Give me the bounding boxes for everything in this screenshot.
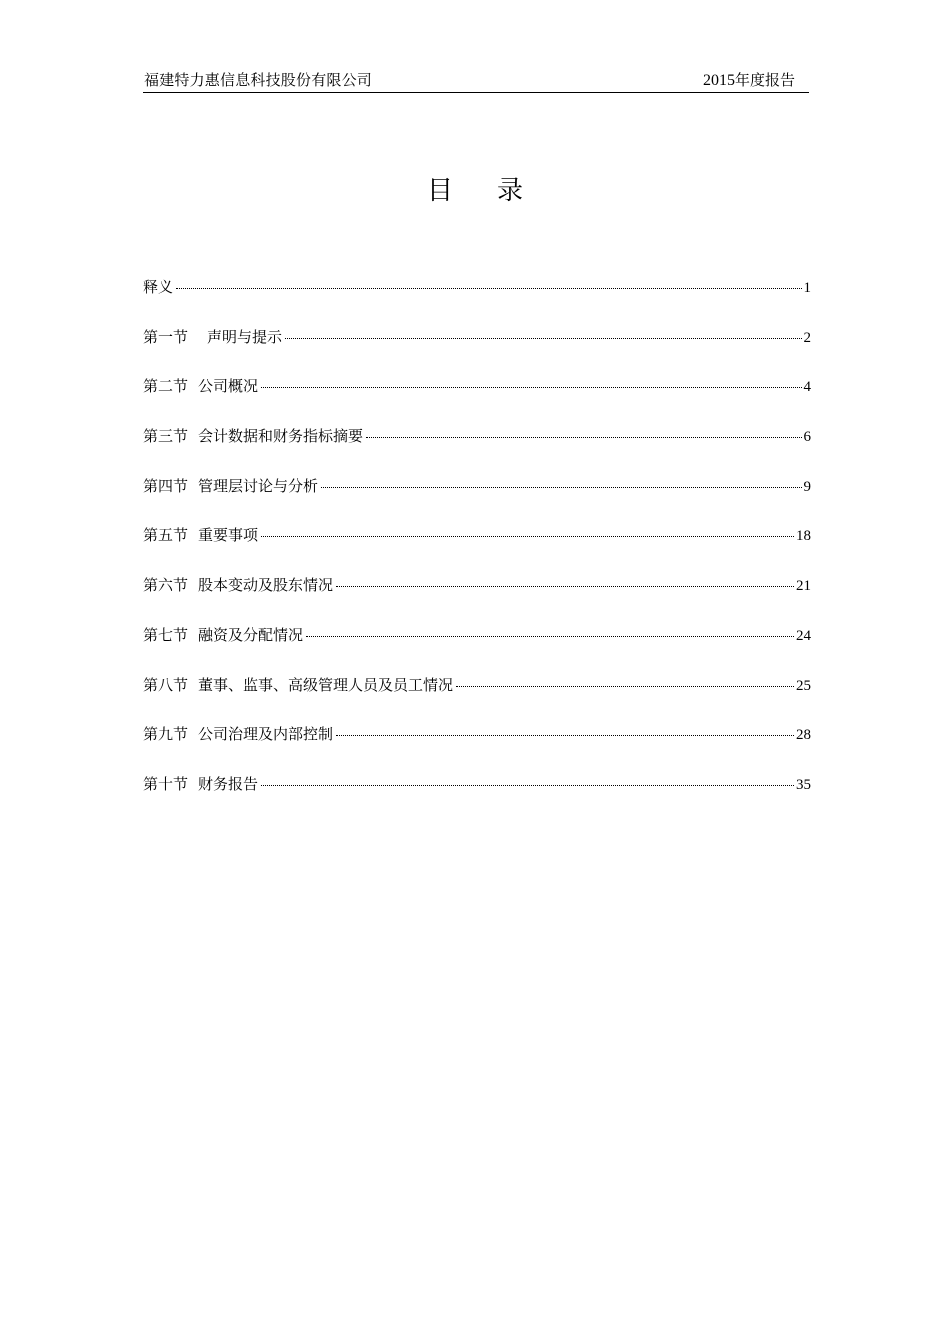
toc-entry[interactable]	[143, 276, 811, 326]
report-label	[703, 69, 795, 90]
toc-title: 目录	[426, 176, 567, 206]
company-name: 福建特力惠信息科技股份有限公司	[144, 71, 373, 89]
toc-entry-title: 股本变动及股东情况	[198, 576, 334, 595]
toc-entry[interactable]	[143, 375, 811, 425]
dot-leader	[285, 338, 801, 339]
dot-leader	[261, 387, 801, 388]
toc-entry[interactable]	[143, 574, 811, 624]
report-year: 2015	[702, 72, 735, 89]
toc-entry-title: 会计数据和财务指标摘要	[198, 427, 364, 446]
toc-entry-title: 董事、监事、高级管理人员及员工情况	[198, 675, 454, 694]
toc-section-number: 第二节	[143, 377, 189, 396]
toc-entry[interactable]	[143, 773, 811, 823]
dot-leader	[306, 636, 794, 637]
toc-section-number: 第四节	[143, 476, 189, 495]
toc-entry[interactable]	[143, 326, 811, 376]
toc-page-number: 24	[796, 627, 811, 644]
toc-entry[interactable]	[143, 475, 811, 525]
toc-page-number: 28	[796, 727, 811, 744]
toc-entry-title: 财务报告	[198, 774, 259, 793]
toc-section-number: 第一节	[143, 327, 189, 346]
page-header	[143, 66, 809, 93]
toc-page-number: 6	[803, 429, 811, 446]
dot-leader	[336, 735, 794, 736]
dot-leader	[176, 288, 801, 289]
toc-entry-title: 重要事项	[198, 526, 259, 545]
toc-entry-title: 公司概况	[198, 377, 259, 396]
dot-leader	[261, 785, 794, 786]
toc-entry-title: 管理层讨论与分析	[198, 476, 319, 495]
report-type: 年度报告	[734, 71, 795, 89]
dot-leader	[261, 536, 794, 537]
toc-page-number: 2	[803, 329, 811, 346]
toc-entry[interactable]	[143, 425, 811, 475]
toc-section-number: 第七节	[143, 625, 189, 644]
toc-section-number: 第八节	[143, 675, 189, 694]
toc-section-number: 第三节	[143, 427, 189, 446]
toc-page-number: 4	[803, 379, 811, 396]
dot-leader	[336, 586, 794, 587]
toc-section-number: 第十节	[143, 774, 189, 793]
dot-leader	[366, 437, 801, 438]
toc-page-number: 18	[796, 528, 811, 545]
toc-page-number: 25	[796, 677, 811, 694]
toc-page-number: 1	[803, 280, 811, 296]
toc-entry-title: 释义	[143, 278, 174, 296]
toc-entry[interactable]	[143, 624, 811, 674]
toc-entry[interactable]	[143, 674, 811, 724]
dot-leader	[321, 487, 801, 488]
toc-page-number: 21	[796, 578, 811, 595]
toc-entry[interactable]	[143, 723, 811, 773]
toc-page-number: 35	[796, 776, 811, 793]
toc-entry-title: 融资及分配情况	[198, 625, 304, 644]
table-of-contents	[143, 276, 811, 823]
toc-page-number: 9	[803, 478, 811, 495]
dot-leader	[456, 686, 794, 687]
toc-entry-title: 公司治理及内部控制	[198, 725, 334, 744]
toc-entry[interactable]	[143, 524, 811, 574]
toc-section-number: 第九节	[143, 725, 189, 744]
toc-section-number: 第六节	[143, 576, 189, 595]
toc-section-number: 第五节	[143, 526, 189, 545]
toc-entry-title: 声明与提示	[207, 327, 283, 346]
